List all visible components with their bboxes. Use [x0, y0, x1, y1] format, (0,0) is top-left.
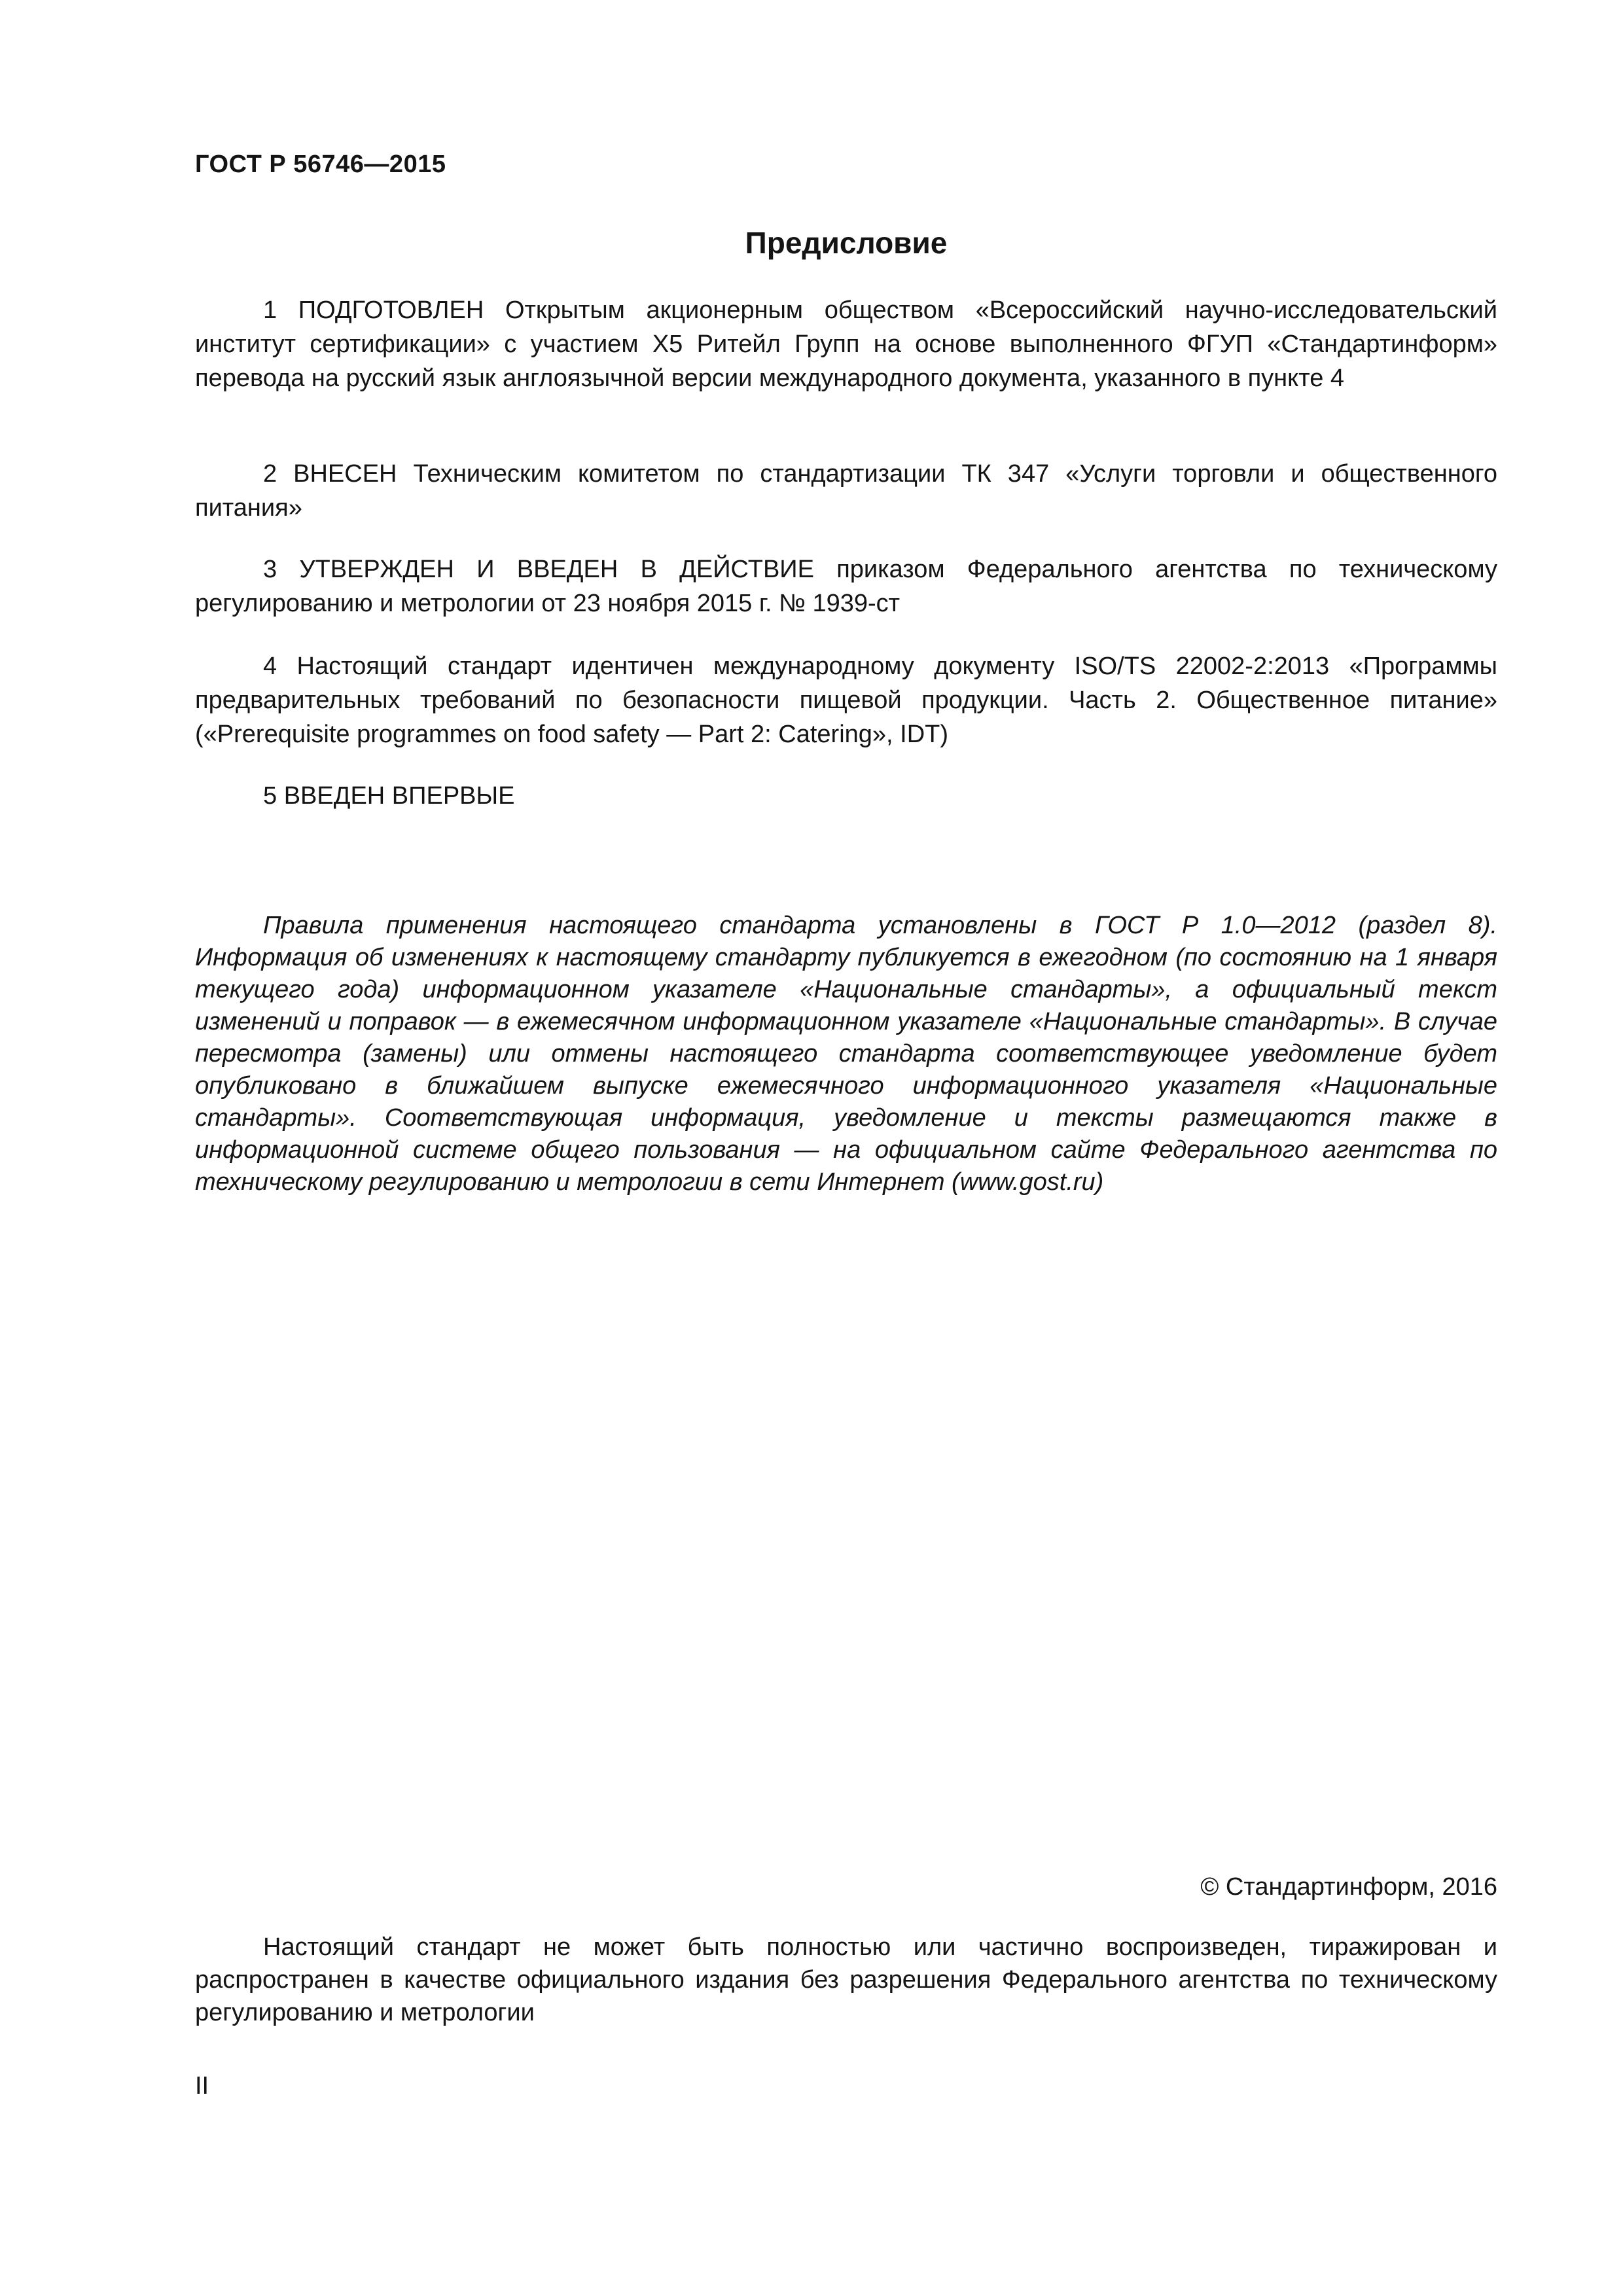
reproduction-notice: Настоящий стандарт не может быть полностью или частично воспроизведен, тиражирован и распространен в качестве официального издания без разрешения Федерального агентства по техническому регулированию и метрологии — [195, 1933, 1497, 2026]
page-title: Предисловие — [745, 226, 948, 260]
copyright-line: © Стандартинформ, 2016 — [1200, 1873, 1497, 1901]
foreword-item-1: 1 ПОДГОТОВЛЕН Открытым акционерным обществом «Всероссийский научно-исследовательский институт сертификации» с участием X5 Ритейл Групп на основе выполненного ФГУП «Стандартинформ» перевода на русский язык англоязычной версии международного документа, указанного в пункте 4 — [195, 296, 1497, 392]
document-code: ГОСТ Р 56746—2015 — [195, 151, 446, 178]
page-number: II — [195, 2072, 209, 2100]
foreword-item-2: 2 ВНЕСЕН Техническим комитетом по стандартизации ТК 347 «Услуги торговли и общественного питания» — [195, 460, 1497, 522]
foreword-item-3: 3 УТВЕРЖДЕН И ВВЕДЕН В ДЕЙСТВИЕ приказом Федерального агентства по техническому регулированию и метрологии от 23 ноября 2015 г. № 1939-ст — [195, 556, 1497, 617]
application-rules-note: Правила применения настоящего стандарта установлены в ГОСТ Р 1.0—2012 (раздел 8). Информация об изменениях к настоящему стандарту публикуется в ежегодном (по состоянию на 1 января текущего года) информационном указателе «Национальные стандарты», а официальный текст изменений и поправок — в ежемесячном информационном указателе «Национальные стандарты». В случае пересмотра (замены) или отмены настоящего стандарта соответствующее уведомление будет опубликовано в ближайшем выпуске ежемесячного информационного указателя «Национальные стандарты». Соответствующая информация, уведомление и тексты размещаются также в информационной системе общего пользования — на официальном сайте Федерального агентства по техническому регулированию и метрологии в сети Интернет (www.gost.ru) — [195, 912, 1497, 1196]
foreword-item-4: 4 Настоящий стандарт идентичен международному документу ISO/TS 22002-2:2013 «Программы предварительных требований по безопасности пищевой продукции. Часть 2. Общественное питание» («Prerequisite programmes on food safety — Part 2: Catering», IDT) — [195, 653, 1497, 748]
foreword-item-5: 5 ВВЕДЕН ВПЕРВЫЕ — [263, 782, 515, 810]
